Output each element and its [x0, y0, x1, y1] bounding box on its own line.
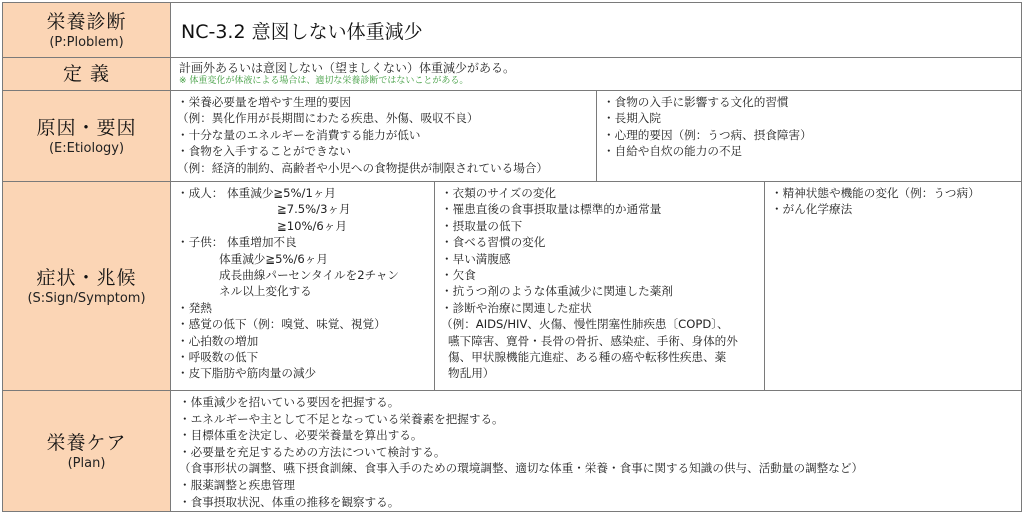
list-item: ・食事摂取状況、体重の推移を観察する。 — [179, 494, 400, 509]
list-item: ・食物の入手に影響する文化的習慣 — [603, 95, 789, 109]
list-item: ・診断や治療に関連した症状 — [441, 300, 592, 315]
definition-cell — [171, 58, 1021, 91]
list-item: （例：経済的制約、高齢者や小児への食物提供が制限されている場合） — [177, 160, 549, 175]
list-item: ≧10%/6ヶ月 — [277, 218, 347, 233]
symptom-cell — [171, 182, 1021, 391]
list-item: ・精神状態や機能の変化（例：うつ病） — [771, 186, 980, 200]
etiology-col-2 — [596, 91, 1021, 181]
list-item: （例：AIDS/HIV、火傷、慢性閉塞性肺疾患〔COPD〕、 — [441, 317, 729, 332]
etiology-cell — [171, 91, 1021, 182]
list-item: ・抗うつ剤のような体重減少に関連した薬剤 — [441, 284, 673, 299]
list-item: ・心拍数の増加 — [177, 333, 259, 348]
list-item: （食事形状の調整、嚥下摂食訓練、食事入手のための環境調整、適切な体重・栄養・食事に関する知識の供与、活動量の調整など） — [179, 461, 864, 476]
list-item: ・食べる習慣の変化 — [441, 235, 546, 250]
list-item: ・発熱 — [177, 300, 212, 315]
list-item: 体重減少≧5%/6ヶ月 — [219, 251, 328, 266]
list-item: ・感覚の低下（例：嗅覚、味覚、視覚） — [177, 317, 386, 332]
nutrition-diagnosis-table — [2, 2, 1022, 512]
list-item: ・栄養必要量を増やす生理的要因 — [177, 95, 351, 109]
list-item: 傷、甲状腺機能亢進症、ある種の癌や転移性疾患、薬 — [448, 350, 727, 365]
list-item: ・成人： 体重減少≧5%/1ヶ月 — [177, 186, 337, 200]
symptom-label-cell — [3, 182, 171, 391]
list-item: ・必要量を充足するための方法について検討する。 — [179, 444, 446, 459]
list-item: ・罹患直後の食事摂取量は標準的か通常量 — [441, 202, 662, 217]
etiology-label: 原因・要因 — [36, 116, 137, 139]
list-item: ・食物を入手することができない — [177, 144, 351, 159]
list-item: 嚥下障害、寛骨・長骨の骨折、感染症、手術、身体的外 — [448, 333, 738, 348]
list-item: ・長期入院 — [603, 111, 661, 126]
list-item: ・皮下脂肪や筋肉量の減少 — [177, 366, 317, 381]
list-item: ネル以上変化する — [219, 284, 312, 299]
diagnosis-title: NC-3.2 意図しない体重減少 — [181, 20, 423, 43]
symptom-label: 症状・兆候 — [36, 266, 137, 289]
diagnosis-label-cell — [3, 3, 171, 58]
list-item: ・心理的要因（例：うつ病、摂食障害） — [603, 127, 812, 142]
list-item: ・体重減少を招いている要因を把握する。 — [179, 395, 400, 409]
list-item: ・呼吸数の低下 — [177, 350, 259, 365]
symptom-col-3 — [764, 182, 1021, 390]
list-item: ・服薬調整と疾患管理 — [179, 477, 295, 492]
plan-cell — [171, 391, 1021, 511]
diagnosis-title-cell — [171, 3, 1021, 58]
symptom-col-2 — [434, 182, 764, 390]
etiology-sublabel: (E:Etiology) — [48, 140, 125, 156]
etiology-label-cell — [3, 91, 171, 182]
definition-text: 計画外あるいは意図しない（望ましくない）体重減少がある。 — [179, 61, 516, 75]
symptom-col-1 — [171, 182, 434, 390]
diagnosis-sublabel: (P:Ploblem) — [49, 34, 124, 50]
list-item: 成長曲線パーセンタイルを2チャン — [219, 268, 400, 283]
list-item: ・子供： 体重増加不良 — [177, 235, 297, 250]
definition-label-cell — [3, 58, 171, 91]
list-item: 物乱用） — [448, 366, 495, 381]
list-item: ・欠食 — [441, 268, 476, 283]
list-item: ・十分な量のエネルギーを消費する能力が低い — [177, 127, 421, 142]
plan-label-cell — [3, 391, 171, 511]
symptom-sublabel: (S:Sign/Symptom) — [27, 290, 146, 306]
etiology-col-1 — [171, 91, 596, 181]
list-item: ・自給や自炊の能力の不足 — [603, 144, 743, 159]
definition-label: 定 義 — [62, 63, 111, 85]
list-item: ・摂取量の低下 — [441, 218, 523, 233]
list-item: ≧7.5%/3ヶ月 — [277, 202, 351, 217]
list-item: ・早い満腹感 — [441, 251, 511, 266]
diagnosis-label: 栄養診断 — [46, 10, 127, 33]
list-item: ・エネルギーや主として不足となっている栄養素を把握する。 — [179, 411, 504, 426]
definition-note: ※ 体重変化が体液による場合は、適切な栄養診断ではないことがある。 — [179, 76, 469, 86]
list-item: ・衣類のサイズの変化 — [441, 186, 557, 200]
list-item: ・目標体重を決定し、必要栄養量を算出する。 — [179, 428, 423, 443]
plan-sublabel: (Plan) — [67, 455, 106, 471]
list-item: ・がん化学療法 — [771, 202, 853, 217]
list-item: （例：異化作用が長期間にわたる疾患、外傷、吸収不良） — [177, 111, 479, 126]
plan-label: 栄養ケア — [46, 431, 127, 454]
